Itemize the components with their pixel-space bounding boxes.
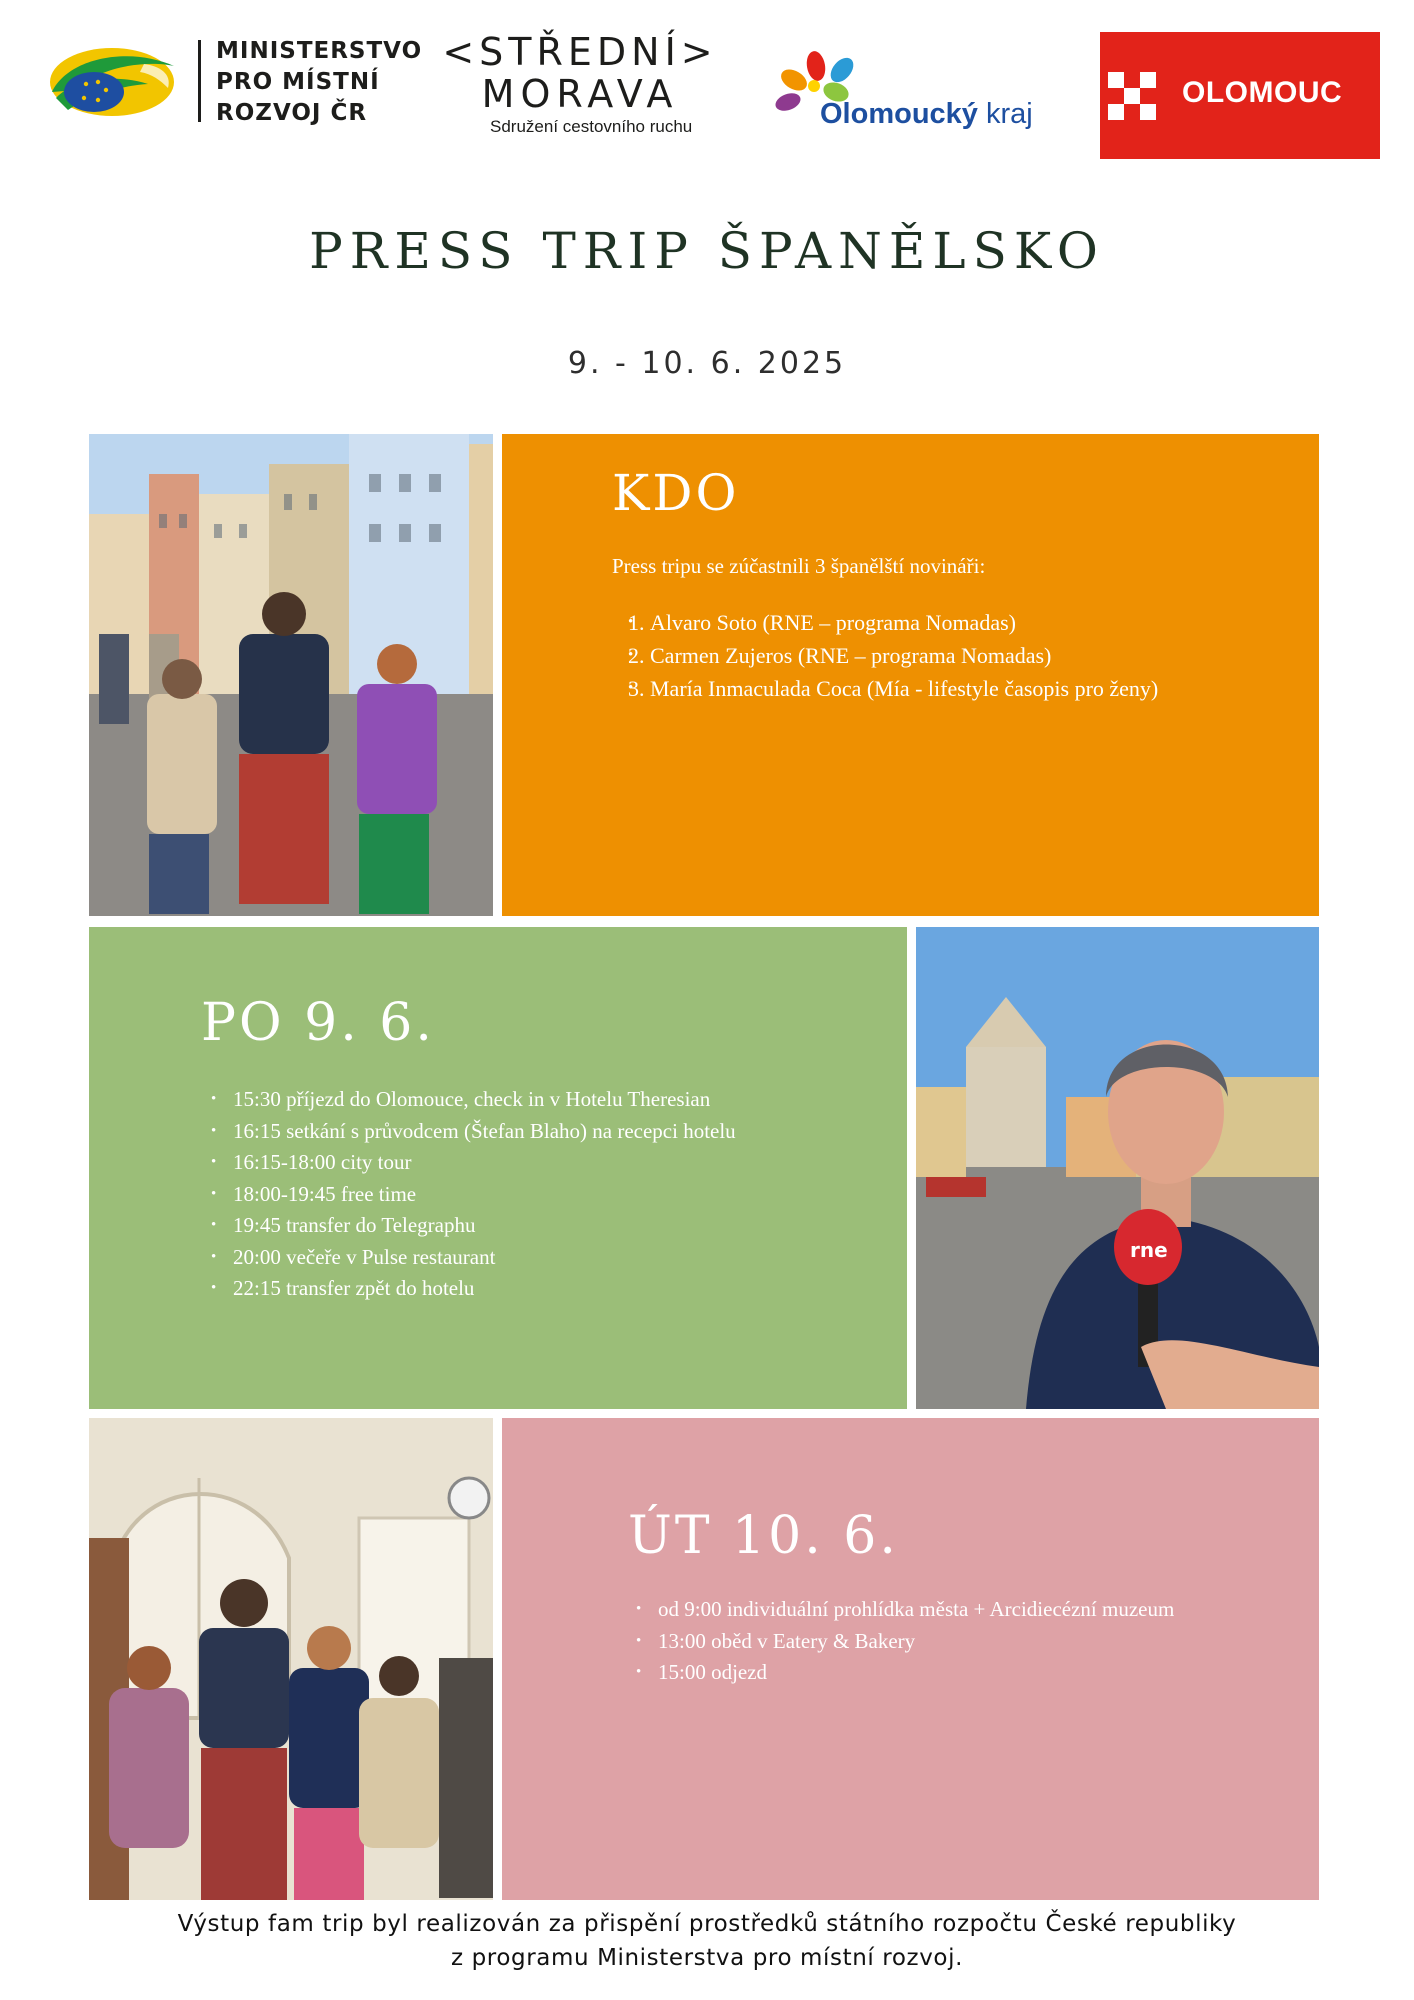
day2-heading: ÚT 10. 6. xyxy=(628,1506,899,1566)
olomouc-logo-text: OLOMOUC xyxy=(1182,76,1343,109)
photo-interview xyxy=(916,927,1319,1409)
mmr-logo-line: ROZVOJ ČR xyxy=(216,100,368,126)
stredni-morava-tagline: Sdružení cestovního ruchu xyxy=(490,117,693,136)
participant-item: • 1. Alvaro Soto (RNE – programa Nomadas) xyxy=(650,606,1158,639)
olomouc-logo xyxy=(1100,32,1380,159)
mmr-logo-text xyxy=(216,36,422,129)
who-heading: KDO xyxy=(612,464,740,522)
checker-icon xyxy=(1100,32,1160,159)
schedule-item: • 20:00 večeře v Pulse restaurant xyxy=(233,1242,736,1274)
schedule-item: • 16:15-18:00 city tour xyxy=(233,1147,736,1179)
schedule-item: • 19:45 transfer do Telegraphu xyxy=(233,1210,736,1242)
mmr-logo-line: PRO MÍSTNÍ xyxy=(216,69,380,95)
schedule-item: • 15:30 příjezd do Olomouce, check in v Hotelu Theresian xyxy=(233,1084,736,1116)
day1-panel xyxy=(89,927,907,1409)
schedule-item: • 18:00-19:45 free time xyxy=(233,1179,736,1211)
photo-group-interior xyxy=(89,1418,493,1900)
stredni-morava-logo xyxy=(440,30,720,150)
day2-panel xyxy=(502,1418,1319,1900)
stredni-morava-line2: MORAVA xyxy=(481,72,679,116)
who-panel xyxy=(502,434,1319,916)
trip-date: 9. - 10. 6. 2025 xyxy=(567,346,847,381)
day2-schedule xyxy=(636,1594,1174,1689)
funding-note xyxy=(0,1907,1414,1975)
participant-list xyxy=(622,606,1158,705)
mmr-logo-divider xyxy=(198,40,201,122)
olomoucky-kraj-wordmark xyxy=(820,98,1033,131)
page-title: PRESS TRIP ŠPANĚLSKO xyxy=(309,222,1105,280)
svg-text:rne: rne xyxy=(1130,1238,1168,1262)
schedule-item: • 15:00 odjezd xyxy=(658,1657,1174,1689)
funding-note-line: z programu Ministerstva pro místní rozvoj. xyxy=(451,1945,963,1971)
schedule-item: • 16:15 setkání s průvodcem (Štefan Blaho) na recepci hotelu xyxy=(233,1116,736,1148)
olomoucky-kraj-logo xyxy=(768,50,1033,140)
schedule-item: • od 9:00 individuální prohlídka města + Arcidiecézní muzeum xyxy=(658,1594,1174,1626)
schedule-item: • 13:00 oběd v Eatery & Bakery xyxy=(658,1626,1174,1658)
mmr-logo-line: MINISTERSTVO xyxy=(216,38,423,64)
mmr-emblem-icon xyxy=(48,40,178,120)
olomoucky-kraj-suffix: kraj xyxy=(986,98,1033,130)
photo-group-square xyxy=(89,434,493,916)
participant-item: • 3. María Inmaculada Coca (Mía - lifestyle časopis pro ženy) xyxy=(650,672,1158,705)
participant-item: • 2. Carmen Zujeros (RNE – programa Nomadas) xyxy=(650,639,1158,672)
olomoucky-kraj-name: Olomoucký xyxy=(820,98,978,130)
who-intro: Press tripu se zúčastnili 3 španělští novináři: xyxy=(612,554,986,578)
funding-note-line: Výstup fam trip byl realizován za přispění prostředků státního rozpočtu České republiky xyxy=(177,1911,1237,1937)
schedule-item: • 22:15 transfer zpět do hotelu xyxy=(233,1273,736,1305)
day1-schedule xyxy=(211,1084,736,1305)
mmr-logo xyxy=(48,36,428,126)
day1-heading: PO 9. 6. xyxy=(201,993,435,1053)
stredni-morava-line1: <STŘEDNÍ> xyxy=(442,30,718,74)
